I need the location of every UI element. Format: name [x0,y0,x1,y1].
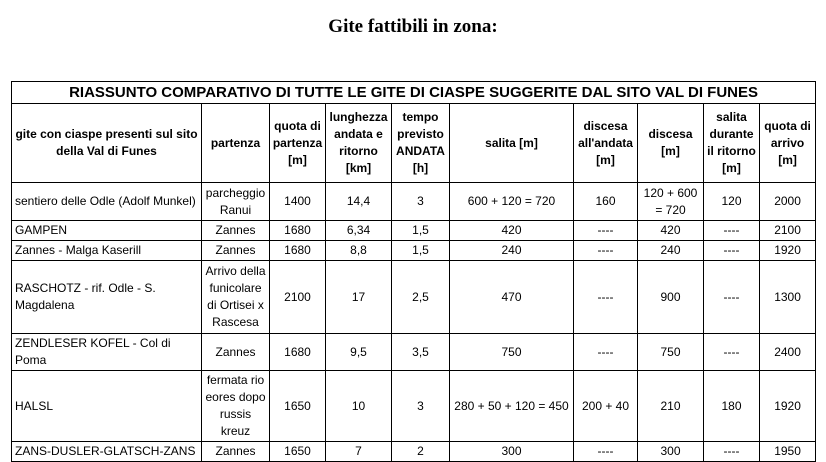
table-cell: 120 [704,183,760,221]
table-cell: Zannes [202,442,270,462]
table-cell: ---- [704,221,760,241]
table-cell: ---- [574,241,638,261]
table-cell: 1950 [760,442,816,462]
table-cell: 2100 [270,261,326,334]
table-cell: 1,5 [392,241,450,261]
table-cell: 9,5 [326,334,392,371]
table-cell: 1920 [760,371,816,442]
table-cell: ---- [704,334,760,371]
table-cell: ---- [574,261,638,334]
header-cell: partenza [202,104,270,183]
header-cell: salita [m] [450,104,574,183]
table-cell: 470 [450,261,574,334]
table-cell: 2 [392,442,450,462]
table-cell: GAMPEN [12,221,202,241]
table-cell: 10 [326,371,392,442]
table-cell: 180 [704,371,760,442]
table-cell: 750 [450,334,574,371]
table-cell: 200 + 40 [574,371,638,442]
table-cell: 280 + 50 + 120 = 450 [450,371,574,442]
table-cell: 750 [638,334,704,371]
table-cell: 1400 [270,183,326,221]
header-cell: gite con ciaspe presenti sul sito della Val di Funes [12,104,202,183]
table-cell: 2100 [760,221,816,241]
table-cell: ---- [704,442,760,462]
table-row [12,371,816,442]
table-cell: 420 [638,221,704,241]
table-cell: ZANS-DUSLER-GLATSCH-ZANS [12,442,202,462]
header-cell: quota di partenza [m] [270,104,326,183]
table-cell: 8,8 [326,241,392,261]
table-cell: ZENDLESER KOFEL - Col di Poma [12,334,202,371]
table-cell: 300 [638,442,704,462]
table-cell: 2,5 [392,261,450,334]
table-cell: 17 [326,261,392,334]
table-cell: 6,34 [326,221,392,241]
table-cell: Zannes - Malga Kaserill [12,241,202,261]
table-cell: 1680 [270,241,326,261]
table-cell: 3 [392,371,450,442]
table-cell: 300 [450,442,574,462]
table-cell: Arrivo della funicolare di Ortisei x Rascesa [202,261,270,334]
table-cell: 160 [574,183,638,221]
header-row [12,104,816,183]
table-cell: 1,5 [392,221,450,241]
table-cell: 1680 [270,221,326,241]
table-row [12,221,816,241]
table-cell: 3 [392,183,450,221]
table-cell: RASCHOTZ - rif. Odle - S. Magdalena [12,261,202,334]
table-cell: 1680 [270,334,326,371]
table-cell: 1650 [270,442,326,462]
table-cell: fermata rio eores dopo russis kreuz [202,371,270,442]
table-cell: sentiero delle Odle (Adolf Munkel) [12,183,202,221]
header-cell: salita durante il ritorno [m] [704,104,760,183]
header-cell: discesa all'andata [m] [574,104,638,183]
table-cell: ---- [574,334,638,371]
table-cell: 1920 [760,241,816,261]
table-cell: 210 [638,371,704,442]
table-cell: 240 [638,241,704,261]
table-cell: 240 [450,241,574,261]
table-row [12,442,816,462]
table-cell: ---- [574,442,638,462]
table-row [12,241,816,261]
table-cell: 2000 [760,183,816,221]
table-cell: 2400 [760,334,816,371]
table-row [12,183,816,221]
comparison-table [11,81,816,462]
table-cell: Zannes [202,334,270,371]
table-cell: 900 [638,261,704,334]
table-cell: Zannes [202,241,270,261]
table-cell: ---- [704,261,760,334]
table-cell: 600 + 120 = 720 [450,183,574,221]
table-cell: 14,4 [326,183,392,221]
table-row [12,334,816,371]
table-cell: parcheggio Ranui [202,183,270,221]
table-cell: 1300 [760,261,816,334]
header-cell: discesa [m] [638,104,704,183]
table-cell: 3,5 [392,334,450,371]
header-cell: lunghezza andata e ritorno [km] [326,104,392,183]
table-cell: Zannes [202,221,270,241]
table-cell: ---- [704,241,760,261]
table-cell: 420 [450,221,574,241]
table-cell: HALSL [12,371,202,442]
table-cell: 1650 [270,371,326,442]
table-caption: RIASSUNTO COMPARATIVO DI TUTTE LE GITE DI CIASPE SUGGERITE DAL SITO VAL DI FUNES [12,82,816,104]
table-cell: 120 + 600 = 720 [638,183,704,221]
page-title: Gite fattibili in zona: [328,16,498,37]
table-cell: ---- [574,221,638,241]
table-cell: 7 [326,442,392,462]
header-cell: tempo previsto ANDATA [h] [392,104,450,183]
header-cell: quota di arrivo [m] [760,104,816,183]
table-row [12,261,816,334]
